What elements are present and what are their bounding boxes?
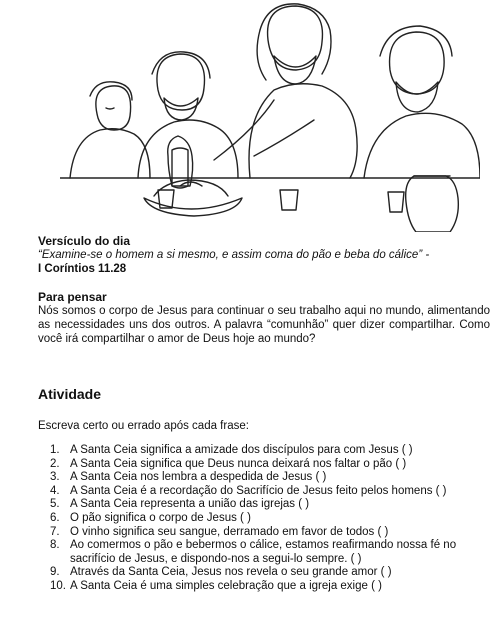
item-number: 10. [50,579,66,592]
list-item [38,458,490,472]
activity-instruction: Escreva certo ou errado após cada frase: [38,420,249,432]
verse-heading: Versículo do dia [38,234,131,248]
last-supper-illustration [60,0,480,232]
item-text: A Santa Ceia significa a amizade dos discípulos para com Jesus ( ) [70,444,413,456]
item-text: O vinho significa seu sangue, derramado em favor de todos ( ) [70,525,389,538]
list-item [38,526,490,540]
verse-of-the-day [38,234,490,276]
reflection-section [38,290,490,346]
item-text: A Santa Ceia é a recordação do Sacrifício de Jesus feito pelos homens ( ) [70,484,447,497]
item-text: Através da Santa Ceia, Jesus nos revela o seu grande amor ( ) [70,566,392,579]
reflection-body: Nós somos o corpo de Jesus para continuar o seu trabalho aqui no mundo, alimentando as necessidades uns dos outros. A palavra “comunhão” quer dizer compartilhar. Como você irá compartilhar o amor de Deus hoje ao mundo? [38,305,490,345]
item-number: 1. [50,444,60,456]
item-text: A Santa Ceia significa que Deus nunca deixará nos faltar o pão ( ) [70,457,407,470]
item-number: 2. [50,457,60,470]
activity-title: Atividade [38,386,102,402]
item-number: 3. [50,471,60,484]
item-text: Ao comermos o pão e bebermos o cálice, estamos reafirmando nossa fé no sacrifício de Jesus, e dispondo-nos a segui-lo sempre. ( ) [70,539,457,565]
item-text: A Santa Ceia é uma simples celebração que a igreja exige ( ) [70,579,382,592]
list-item [38,580,490,594]
item-number: 4. [50,484,60,497]
list-item [38,539,490,566]
activity-list [38,444,490,594]
item-number: 9. [50,566,60,579]
list-item [38,471,490,485]
verse-reference: I Coríntios 11.28 [38,263,127,275]
list-item [38,498,490,512]
list-item [38,566,490,580]
item-text: A Santa Ceia nos lembra a despedida de Jesus ( ) [70,471,327,484]
item-number: 6. [50,511,60,524]
item-text: O pão significa o corpo de Jesus ( ) [70,511,251,524]
list-item [38,512,490,526]
verse-quote: “Examine-se o homem a si mesmo, e assim coma do pão e beba do cálice” - [38,249,430,261]
reflection-heading: Para pensar [38,290,107,304]
item-number: 5. [50,498,60,511]
list-item [38,485,490,499]
item-number: 8. [50,539,60,552]
item-number: 7. [50,525,60,538]
item-text: A Santa Ceia representa a união das igrejas ( ) [70,498,310,511]
list-item [38,444,490,458]
